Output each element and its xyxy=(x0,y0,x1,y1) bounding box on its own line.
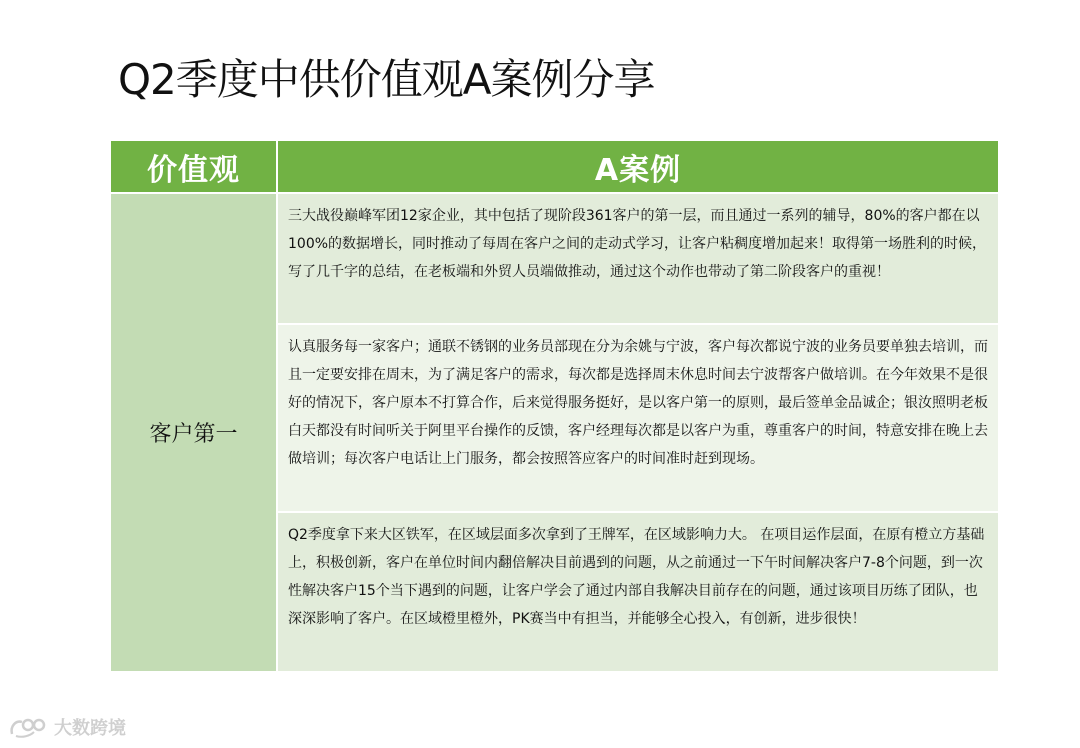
header-value: 价值观 xyxy=(110,140,277,193)
case-text: 三大战役巅峰军团12家企业，其中包括了现阶段361客户的第一层，而且通过一系列的辅导，80%的客户都在以100%的数据增长，同时推动了每周在客户之间的走动式学习，让客户粘稠度增加起来！取得第一场胜利的时候，写了几千字的总结，在老板端和外贸人员端做推动，通过这个动作也带动了第二阶段客户的重视！ xyxy=(277,193,999,324)
values-case-table xyxy=(109,139,1000,673)
case-text: Q2季度拿下来大区铁军，在区域层面多次拿到了王牌军，在区域影响力大。 在项目运作层面，在原有橙立方基础上，积极创新，客户在单位时间内翻倍解决目前遇到的问题，从之前通过一下午时间解决客户7-8个问题，到一次性解决客户15个当下遇到的问题，让客户学会了通过内部自我解决目前存在的问题，通过该项目历练了团队，也深深影响了客户。在区域橙里橙外，PK赛当中有担当，并能够全心投入，有创新，进步很快！ xyxy=(277,512,999,672)
value-label: 客户第一 xyxy=(110,193,277,672)
page-title: Q2季度中供价值观A案例分享 xyxy=(118,55,655,104)
brand-logo-icon xyxy=(8,714,48,740)
table-row xyxy=(110,193,999,324)
table-header-row xyxy=(110,140,999,193)
watermark xyxy=(8,714,126,740)
case-text: 认真服务每一家客户；通联不锈钢的业务员部现在分为余姚与宁波，客户每次都说宁波的业务员要单独去培训，而且一定要安排在周末，为了满足客户的需求，每次都是选择周末休息时间去宁波帮客户做培训。在今年效果不是很好的情况下，客户原本不打算合作，后来觉得服务挺好，是以客户第一的原则，最后签单金品诚企；银汝照明老板白天都没有时间听关于阿里平台操作的反馈，客户经理每次都是以客户为重，尊重客户的时间，特意安排在晚上去做培训；每次客户电话让上门服务，都会按照答应客户的时间准时赶到现场。 xyxy=(277,324,999,512)
header-case: A案例 xyxy=(277,140,999,193)
watermark-text: 大数跨境 xyxy=(54,718,126,739)
